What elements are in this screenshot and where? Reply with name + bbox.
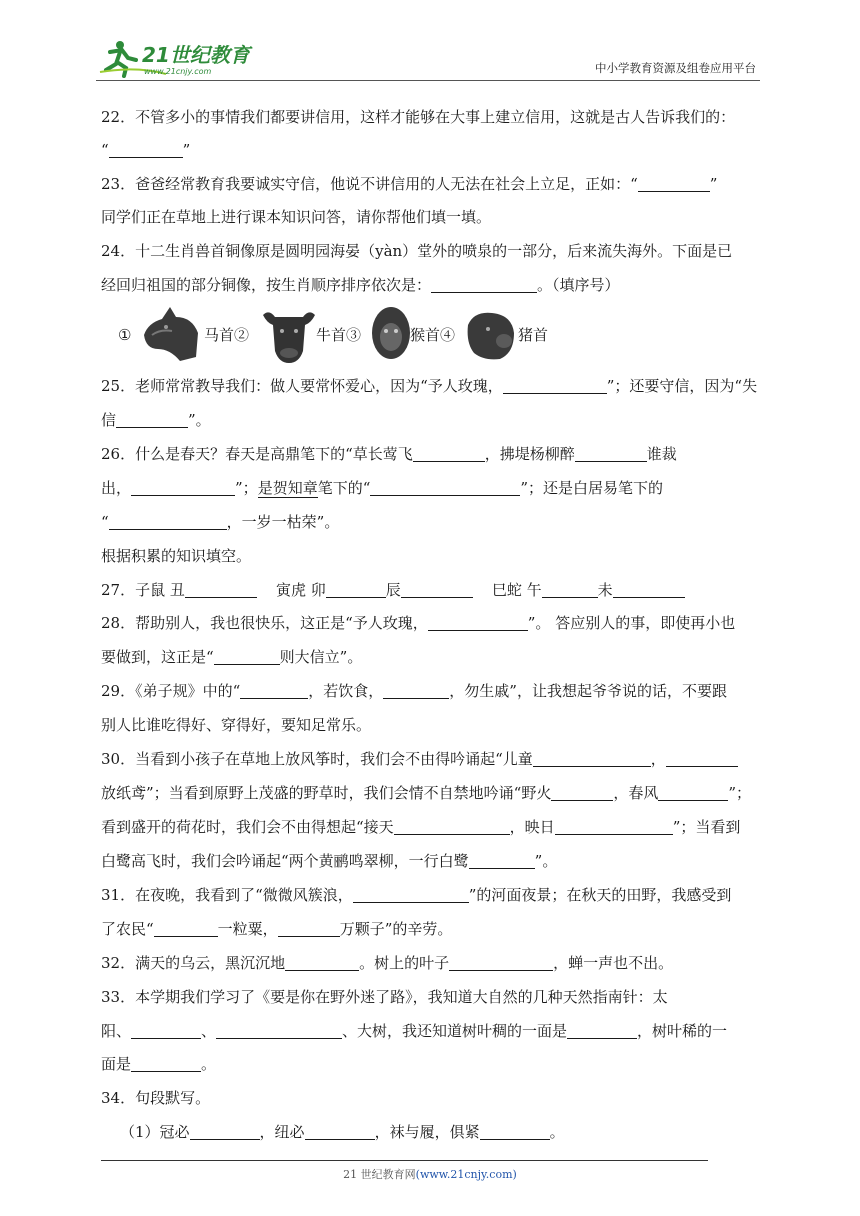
blank[interactable] — [109, 514, 227, 530]
blank[interactable] — [216, 1023, 342, 1039]
q29-line2: 别人比谁吃得好、穿得好，要知足常乐。 — [101, 716, 372, 734]
blank[interactable] — [533, 751, 651, 767]
blank[interactable] — [428, 615, 528, 631]
21cnjy-logo — [96, 38, 266, 78]
blank[interactable] — [109, 142, 183, 158]
platform-name: 中小学教育资源及组卷应用平台 — [595, 61, 756, 75]
blank[interactable] — [278, 921, 340, 937]
page-header — [96, 38, 760, 82]
footer-link[interactable]: (www.21cnjy.com) — [415, 1168, 517, 1181]
q31-line2: 了农民“ 一粒粟， 万颗子”的辛劳。 — [101, 920, 453, 938]
head-label-5: 猪首 — [518, 326, 549, 344]
q24-line1: 24．十二生肖兽首铜像原是圆明园海晏（yàn）堂外的喷泉的一部分，后来流失海外。下面是已 — [101, 242, 733, 260]
logo-text: 21世纪教育 — [142, 43, 250, 67]
logo-url: www.21cnjy.com — [144, 67, 212, 76]
blank[interactable] — [567, 1023, 637, 1039]
q30-line2: 放纸鸢”；当看到原野上茂盛的野草时，我们会情不自禁地吟诵“野火 ，春风 ”； — [101, 784, 752, 802]
blank[interactable] — [131, 480, 235, 496]
q26-line2: 出， ”；是贺知章笔下的“ ”；还是白居易笔下的 — [101, 479, 664, 497]
horse-head-image — [140, 305, 202, 363]
blank[interactable] — [658, 785, 728, 801]
section-intro: 根据积累的知识填空。 — [101, 547, 252, 565]
blank[interactable] — [190, 1124, 260, 1140]
blank[interactable] — [285, 955, 359, 971]
blank[interactable] — [131, 1056, 201, 1072]
blank[interactable] — [305, 1124, 375, 1140]
blank[interactable] — [575, 446, 647, 462]
q31-line1: 31．在夜晚，我看到了“微微风簇浪， ”的河面夜景；在秋天的田野，我感受到 — [101, 886, 732, 904]
blank[interactable] — [469, 853, 535, 869]
q22-line1: 22．不管多小的事情我们都要讲信用，这样才能够在大事上建立信用，这就是古人告诉我们的： — [101, 108, 736, 126]
q26-line1: 26．什么是春天？春天是高鼎笔下的“草长莺飞 ，拂堤杨柳醉 谁裁 — [101, 445, 677, 463]
q23-line1: 23．爸爸经常教育我要诚实守信，他说不讲信用的人无法在社会上立足，正如：“ ” — [101, 175, 718, 193]
monkey-head-image — [370, 305, 412, 363]
blank[interactable] — [613, 582, 685, 598]
q25-line2: 信 ”。 — [101, 411, 211, 429]
blank[interactable] — [353, 887, 469, 903]
q33-line1: 33．本学期我们学习了《要是你在野外迷了路》，我知道大自然的几种天然指南针：太 — [101, 988, 668, 1006]
blank[interactable] — [551, 785, 613, 801]
q33-line2: 阳、 、 、大树，我还知道树叶稠的一面是 ，树叶稀的一 — [101, 1022, 728, 1040]
q23-intro: 同学们正在草地上进行课本知识问答，请你帮他们填一填。 — [101, 208, 492, 226]
q29-line1: 29．《弟子规》中的“ ，若饮食， ，勿生戚”，让我想起爷爷说的话，不要跟 — [101, 682, 727, 700]
q34-title: 34．句段默写。 — [101, 1089, 211, 1107]
blank[interactable] — [480, 1124, 550, 1140]
blank[interactable] — [394, 819, 510, 835]
blank[interactable] — [401, 582, 473, 598]
q25-line1: 25．老师常常教导我们：做人要常怀爱心，因为“予人玫瑰， ”；还要守信，因为“失 — [101, 377, 758, 395]
blank[interactable] — [383, 683, 449, 699]
q32-line: 32．满天的乌云，黑沉沉地 。树上的叶子 ，蝉一声也不出。 — [101, 954, 674, 972]
q26-line3: “ ，一岁一枯荣”。 — [101, 513, 340, 531]
q34-item1: （1）冠必 ，纽必 ，袜与履，俱紧 。 — [120, 1123, 565, 1141]
blank[interactable] — [555, 819, 673, 835]
blank[interactable] — [431, 277, 537, 293]
q28-line2: 要做到，这正是“ 则大信立”。 — [101, 648, 363, 666]
page-footer: 21 世纪教育网(www.21cnjy.com) — [343, 1168, 517, 1181]
blank[interactable] — [638, 176, 710, 192]
q24-line2: 经回归祖国的部分铜像，按生肖顺序排序依次是： 。（填序号） — [101, 276, 620, 294]
q30-line1: 30．当看到小孩子在草地上放风筝时，我们会不由得吟诵起“儿童 ， — [101, 749, 761, 769]
blank[interactable] — [413, 446, 485, 462]
footer-rule — [101, 1160, 708, 1161]
head-label-3: 牛首③ — [316, 326, 362, 344]
q33-line3: 面是 。 — [101, 1055, 217, 1073]
head-label-2: 马首② — [204, 326, 250, 344]
bronze-heads-row — [118, 303, 578, 365]
blank[interactable] — [185, 582, 257, 598]
blank[interactable] — [370, 480, 520, 496]
blank[interactable] — [503, 378, 607, 394]
head-label-4: 猴首④ — [410, 326, 456, 344]
pig-head-image — [464, 307, 516, 361]
q22-line2: “ ” — [101, 141, 191, 159]
blank[interactable] — [154, 921, 218, 937]
blank[interactable] — [542, 582, 598, 598]
blank[interactable] — [666, 751, 738, 767]
blank[interactable] — [116, 412, 188, 428]
blank[interactable] — [449, 955, 553, 971]
q30-line4: 白鹭高飞时，我们会吟诵起“两个黄鹂鸣翠柳，一行白鹭 ”。 — [101, 852, 558, 870]
q27-line: 27．子鼠 丑 寅虎 卯 辰 巳蛇 午 未 — [101, 580, 761, 600]
blank[interactable] — [214, 649, 280, 665]
q28-line1: 28．帮助别人，我也很快乐，这正是“予人玫瑰， ”。 答应别人的事，即使再小也 — [101, 614, 736, 632]
q30-line3: 看到盛开的荷花时，我们会不由得想起“接天 ，映日 ”；当看到 — [101, 818, 741, 836]
blank[interactable] — [240, 683, 308, 699]
blank[interactable] — [131, 1023, 201, 1039]
ox-head-image — [261, 305, 317, 365]
header-rule — [96, 80, 760, 81]
blank[interactable] — [326, 582, 386, 598]
head-label-1: ① — [118, 326, 132, 344]
